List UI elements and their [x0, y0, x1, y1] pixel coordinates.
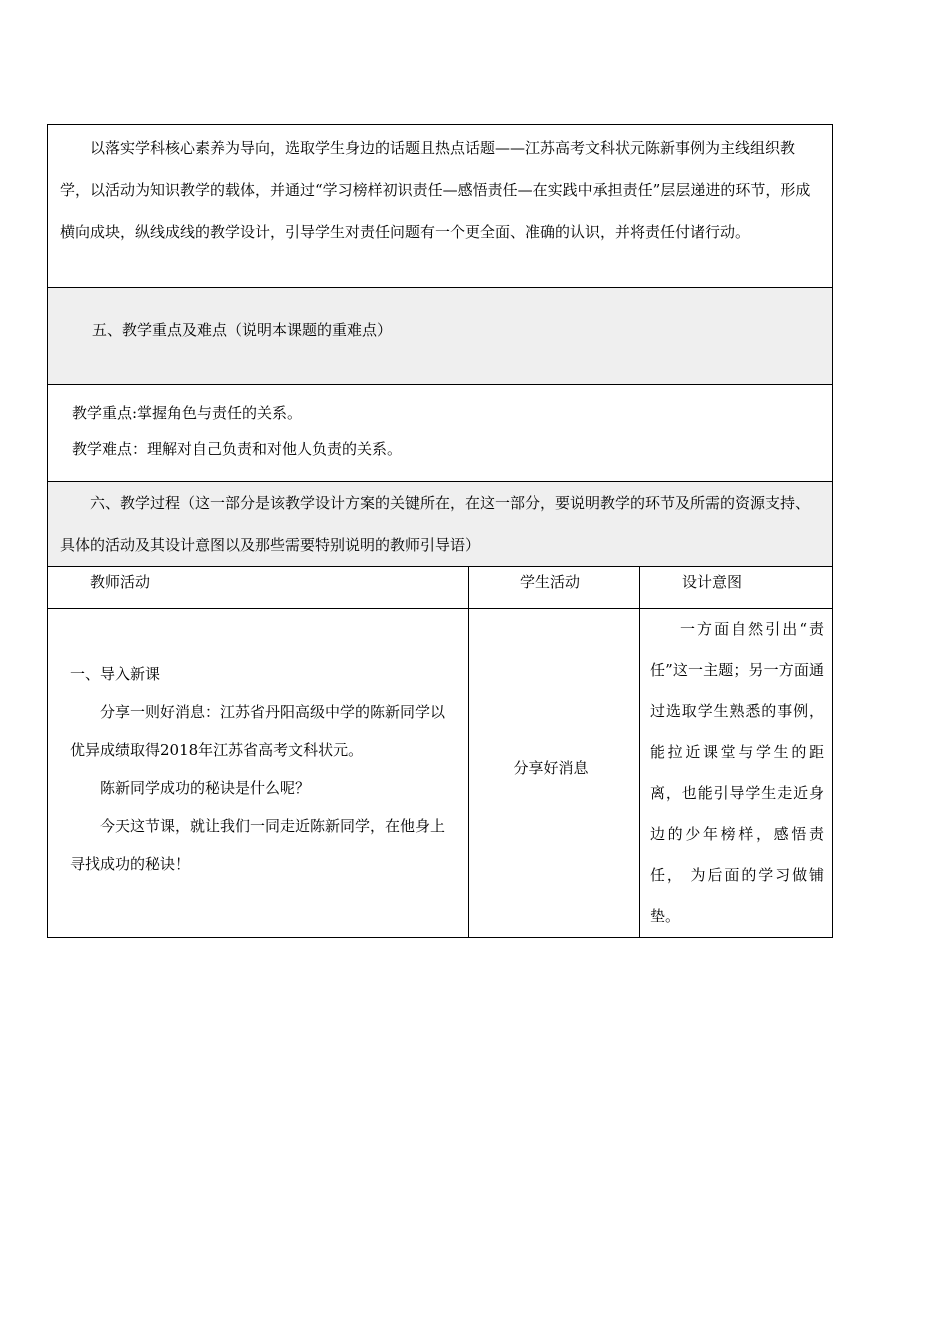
- student-activity-cell: [469, 609, 640, 938]
- section6-heading-cell: [48, 482, 833, 567]
- key-point: 教学重点:掌握角色与责任的关系。: [72, 404, 303, 422]
- difficult-point: 教学难点：理解对自己负责和对他人负责的关系。: [72, 440, 403, 458]
- student-activity: 分享好消息: [513, 758, 589, 777]
- teacher-activity-p1: 分享一则好消息：江苏省丹阳高级中学的陈新同学以优异成绩取得2018年江苏省高考文科状元。: [70, 703, 446, 759]
- key-points-row: [48, 385, 833, 482]
- teacher-activity-p3: 今天这节课，就让我们一同走近陈新同学，在他身上寻找成功的秘诀！: [70, 817, 446, 873]
- section5-heading: 五、教学重点及难点（说明本课题的重难点）: [92, 321, 393, 339]
- section5-heading-row: [48, 288, 833, 385]
- table-header-row: [48, 567, 833, 609]
- intro-paragraph: 以落实学科核心素养为导向，选取学生身边的话题且热点话题——江苏高考文科状元陈新事例为主线组织教学，以活动为知识教学的载体，并通过“学习榜样初识责任—感悟责任—在实践中承担责任”层层递进的环节，形成横向成块，纵线成线的教学设计，引导学生对责任问题有一个更全面、准确的认识，并将责任付诸行动。: [60, 139, 811, 241]
- header-teacher-cell: [48, 567, 469, 609]
- design-intent-cell: [640, 609, 833, 938]
- teacher-activity-title: 一、导入新课: [70, 665, 161, 683]
- header-student-cell: [469, 567, 640, 609]
- header-design-cell: [640, 567, 833, 609]
- key-points-cell: [48, 385, 833, 482]
- section6-heading: 六、教学过程（这一部分是该教学设计方案的关键所在，在这一部分，要说明教学的环节及所需的资源支持、具体的活动及其设计意图以及那些需要特别说明的教师引导语）: [60, 494, 811, 554]
- section5-heading-cell: [48, 288, 833, 385]
- teacher-activity-cell: [48, 609, 469, 938]
- header-teacher: 教师活动: [90, 573, 151, 591]
- header-design: 设计意图: [682, 573, 743, 591]
- intro-cell: [48, 125, 833, 288]
- table-row: [48, 609, 833, 938]
- teacher-activity-p2: 陈新同学成功的秘诀是什么呢？: [100, 779, 311, 797]
- header-student: 学生活动: [519, 573, 580, 591]
- intro-row: [48, 125, 833, 288]
- section6-heading-row: [48, 482, 833, 567]
- design-intent: 一方面自然引出“责任”这一主题；另一方面通过选取学生熟悉的事例，能拉近课堂与学生的距离，也能引导学生走近身边的少年榜样，感悟责任， 为后面的学习做铺垫。: [650, 620, 825, 925]
- lesson-plan-table: [47, 124, 833, 938]
